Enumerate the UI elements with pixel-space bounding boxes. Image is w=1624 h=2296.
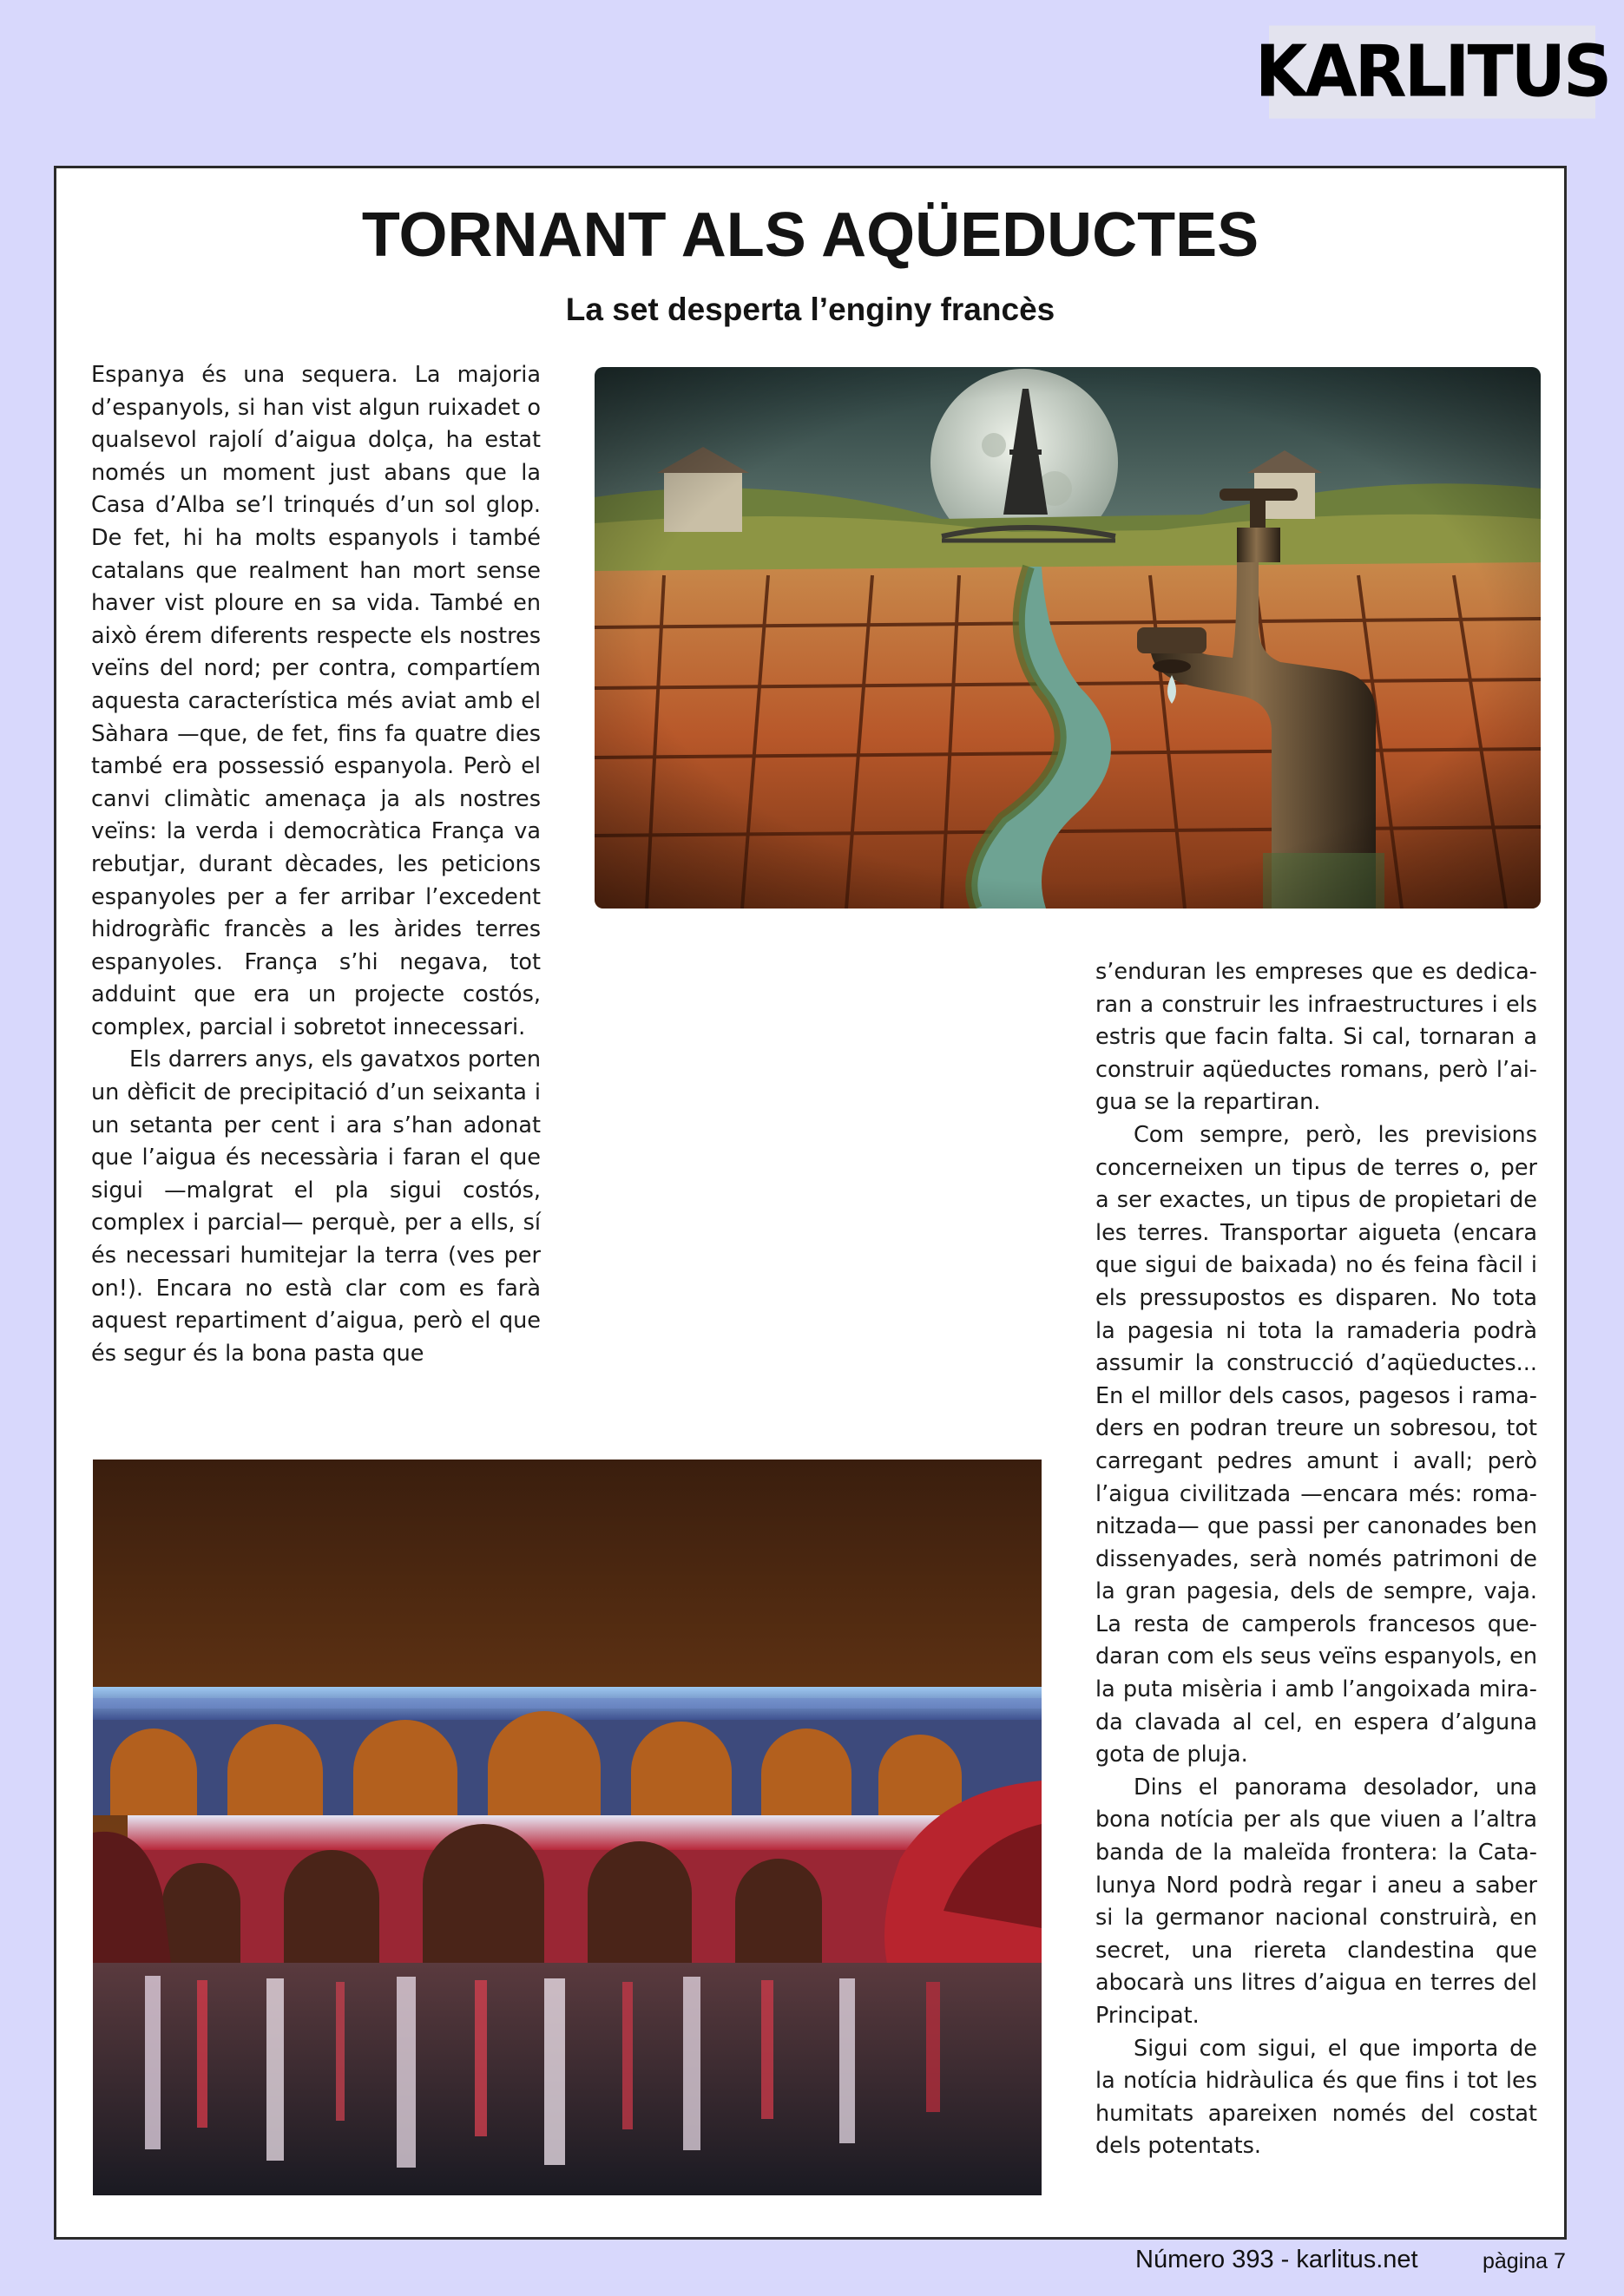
footer-issue: Número 393 - karlitus.net — [1135, 2246, 1418, 2273]
karlitus-logo: KARLITUS — [1269, 25, 1595, 118]
text-column-right — [1095, 956, 1537, 2163]
paragraph: Els darrers anys, els gavatxos porten un dèficit de precipitació d’un seixanta i un setanta per cent i ara s’han adonat que l’aigua és necessària i faran el que sigui —malgrat el pla sigui costós, complex i parcial— perquè, per a ells, sí és necessari humitejar la terra (ves per on!). Encara no està clar com es farà aquest repartiment d’aigua, però el que és segur és la bona pasta que — [91, 1046, 541, 1367]
article-subtitle: La set desperta l’enginy francès — [565, 292, 1055, 327]
article-frame — [54, 166, 1567, 2240]
footer-page-number: pàgina 7 — [1483, 2249, 1566, 2273]
paragraph: Dins el panorama desolador, una bona notícia per als que viuen a l’altra banda de la maleïda frontera: la Catalunya Nord podrà regar i aneu a saber si la germanor nacional construirà, en secret, una riereta clandestina que abocarà uns litres d’aigua en terres del Principat. — [1095, 1774, 1537, 2029]
paragraph: s’enduran les empreses que es dedicaran a construir les infraestructures i els estris que facin falta. Si cal, tornaran a construir aqüeductes romans, però l’aigua se la repartiran. — [1095, 959, 1537, 1116]
photo-illuminated-aqueduct-night-icon — [93, 1460, 1042, 2195]
paragraph: Espanya és una sequera. La majoria d’espanyols, si han vist algun ruixadet o qualsevol rajolí d’aigua dolça, ha estat només un moment just abans que la Casa d’Alba se’l trinqués d’un sol glop. De fet, hi ha molts espanyols i també catalans que realment han mort sense haver vist ploure en sa vida. També en això érem diferents respecte els nostres veïns del nord; per contra, compartíem aquesta característica més aviat amb el Sàhara —que, de fet, fins fa quatre dies també era possessió espanyola. Però el canvi climàtic amenaça ja als nostres veïns: la verda i democràtica França va rebutjar, durant dècades, les peticions espanyoles per a fer arribar l’excedent hidrogràfic francès a les àrides terres espanyoles. França s’hi negava, tot adduint que era un projecte costós, complex, parcial i sobretot innecessari. — [91, 362, 541, 1040]
text-column-left — [91, 359, 541, 1370]
article-title: TORNANT ALS AQÜEDUCTES — [361, 200, 1259, 270]
illustration-dry-field-eiffel-tower-tap-icon — [595, 367, 1541, 909]
paragraph: Sigui com sigui, el que importa de la notícia hidràulica és que fins i tot les humitats apareixen només del costat dels potentats. — [1095, 2035, 1537, 2160]
paragraph: Com sempre, però, les previsions concerneixen un tipus de terres o, per a ser exactes, un tipus de propietari de les terres. Transportar aigueta (encara que sigui de baixada) no és feina fàcil i els pressupostos es disparen. No tota la pagesia ni tota la ramaderia podrà assumir la construcció d’aqüeductes... En el millor dels casos, pagesos i ramaders en podran treure un sobresou, tot carregant pedres amunt i avall; però l’aigua civilitzada —encara més: romanitzada— que passi per canonades ben dissenyades, serà només patrimoni de la gran pagesia, dels de sempre, vaja. La resta de camperols francesos quedaran com els seus veïns espanyols, en la puta misèria i amb l’angoixada mirada clavada al cel, en espera d’alguna gota de pluja. — [1095, 1121, 1537, 1768]
